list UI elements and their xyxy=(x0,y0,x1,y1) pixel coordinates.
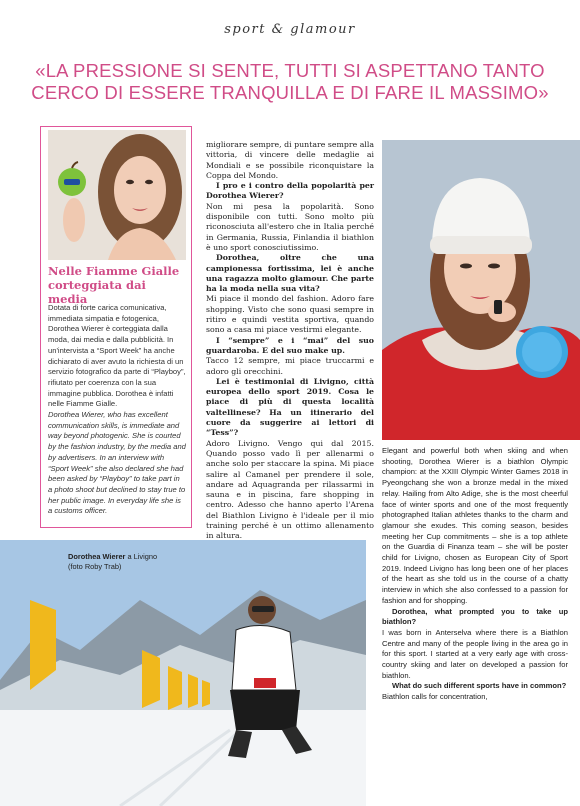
paragraph: Elegant and powerful both when skiing and when shooting, Dorothea Wierer is a biathlon Olympic champion: at the XXIII Olympic Winter Games 2018 in Pyeongchang she won a bronze medal in the mixed relay. Hailing from Alto Adige, she is the most cheerful face of winter sports and one of the most frequently photographed Italian athletes thanks to the charm and glamour she exudes. This coming season, besides meeting her Cup commitments – she is a top athlete on the Guardia di Finanza team – she will be poster child for Livigno, chosen as European City of Sport 2019. Indeed Livigno has long been one of her places of the heart as she told us in the course of a chatty interview in which she also confessed to a passion for fashion and for shopping. xyxy=(382,446,568,605)
answer: Biathlon calls for concentration, xyxy=(382,692,488,702)
question: Lei è testimonial di Livigno, città europea dello sport 2019. Cosa le piace di più di questa località valtellinese? Ha un itinerario del cuore da suggerire ai lettori di “Tess”? xyxy=(206,376,374,438)
sidebar-title-line-2: corteggiata dai media xyxy=(48,278,146,306)
question: I “sempre” e i “mai” del suo guardaroba. E del suo make up. xyxy=(206,335,374,355)
answer: Tacco 12 sempre, mi piace truccarmi e adoro gli orecchini. xyxy=(206,356,374,376)
question: I pro e i contro della popolarità per Dorothea Wierer? xyxy=(206,181,374,201)
pull-quote-headline xyxy=(10,60,570,104)
caption-line-1 xyxy=(68,552,208,562)
photo-winter-hat-lipstick xyxy=(382,140,580,440)
question: Dorothea, oltre che una campionessa fortissima, lei è anche una ragazza molto glamour. Che parte ha la moda nella sua vita? xyxy=(206,253,374,294)
portrait-photo-apple xyxy=(48,130,186,260)
question: Dorothea, what prompted you to take up biathlon? xyxy=(382,606,568,627)
article-column-english xyxy=(382,446,568,703)
question: What do such different sports have in common? xyxy=(392,681,567,691)
section-label: sport & glamour xyxy=(224,22,356,37)
answer: Adoro Livigno. Vengo qui dal 2015. Quando posso vado lì per allenarmi o anche solo per staccare la spina. Mi piace salire al Camanel per prendere il sole, andare ad Aquagranda per rilassarmi in sauna e in piscina, fare shopping in centro. Adesso che hanno aperto l'Arena del Biathlon Livigno è l'ideale per il mio training perché è un ottimo allenamento in altura. xyxy=(206,438,374,541)
answer: Mi piace il mondo del fashion. Adoro fare shopping. Visto che sono quasi sempre in ritiro e quindi vestita sportiva, quando sono a casa mi piace vestirmi elegante. xyxy=(206,294,374,335)
paragraph: migliorare sempre, di puntare sempre alla vittoria, di vincere delle medaglie ai Mondiali e se possibile riconquistare la Coppa del Mondo. xyxy=(206,140,374,180)
caption-place: a Livigno xyxy=(125,552,158,561)
photo-ski-track-livigno xyxy=(0,540,366,806)
article-column-italian xyxy=(206,140,374,542)
answer: Non mi pesa la popolarità. Sono disponibile con tutti. Sono molto più riconosciuta all'estero che in Italia perché in Germania, Russia, Finlandia il biathlon è uno sport conosciutissimo. xyxy=(206,201,374,252)
photo-caption xyxy=(68,552,208,572)
sidebar-title-line-1: Nelle Fiamme Gialle xyxy=(48,264,180,278)
caption-credit: (foto Roby Trab) xyxy=(68,562,122,571)
headline-line-1: «LA PRESSIONE SI SENTE, TUTTI SI ASPETTANO TANTO xyxy=(35,60,545,81)
headline-line-2: CERCO DI ESSERE TRANQUILLA E DI FARE IL MASSIMO» xyxy=(31,82,549,103)
portrait-illustration xyxy=(48,130,186,260)
caption-name: Dorothea Wierer xyxy=(68,552,126,561)
ski-track-illustration xyxy=(0,540,366,806)
sidebar-text-english: Dorothea Wierer, who has excellent communication skills, is immediate and way beyond photogenic. She is courted by the fashion industry, by the media and by advertisers. In an interview with “Sport Week” she also declared she had been asked by “Playboy” to take part in a photo shoot but declined to stay true to her public image. In everyday life she is a customs officer. xyxy=(48,410,186,516)
sidebar-text-italian: Dotata di forte carica comunicativa, immediata simpatia e fotogenica, Dorothea Wierer è corteggiata dalla moda, dai media e dalla pubblicità. In un'intervista a “Sport Week” ha anche dichiarato di aver avuto la richiesta di un servizio fotografico da parte di “Playboy”, rifiutato per coerenza con la sua immagine pubblica. Dorothea è infatti nelle Fiamme Gialle. xyxy=(48,303,186,409)
answer: I was born in Anterselva where there is a Biathlon Centre and many of the people living in the area go in for this sport. I started at a very early age with cross-country skiing and later on developed a passion for biathlon. xyxy=(382,627,568,680)
winter-portrait-illustration xyxy=(382,140,580,440)
sidebar-title xyxy=(48,264,188,306)
